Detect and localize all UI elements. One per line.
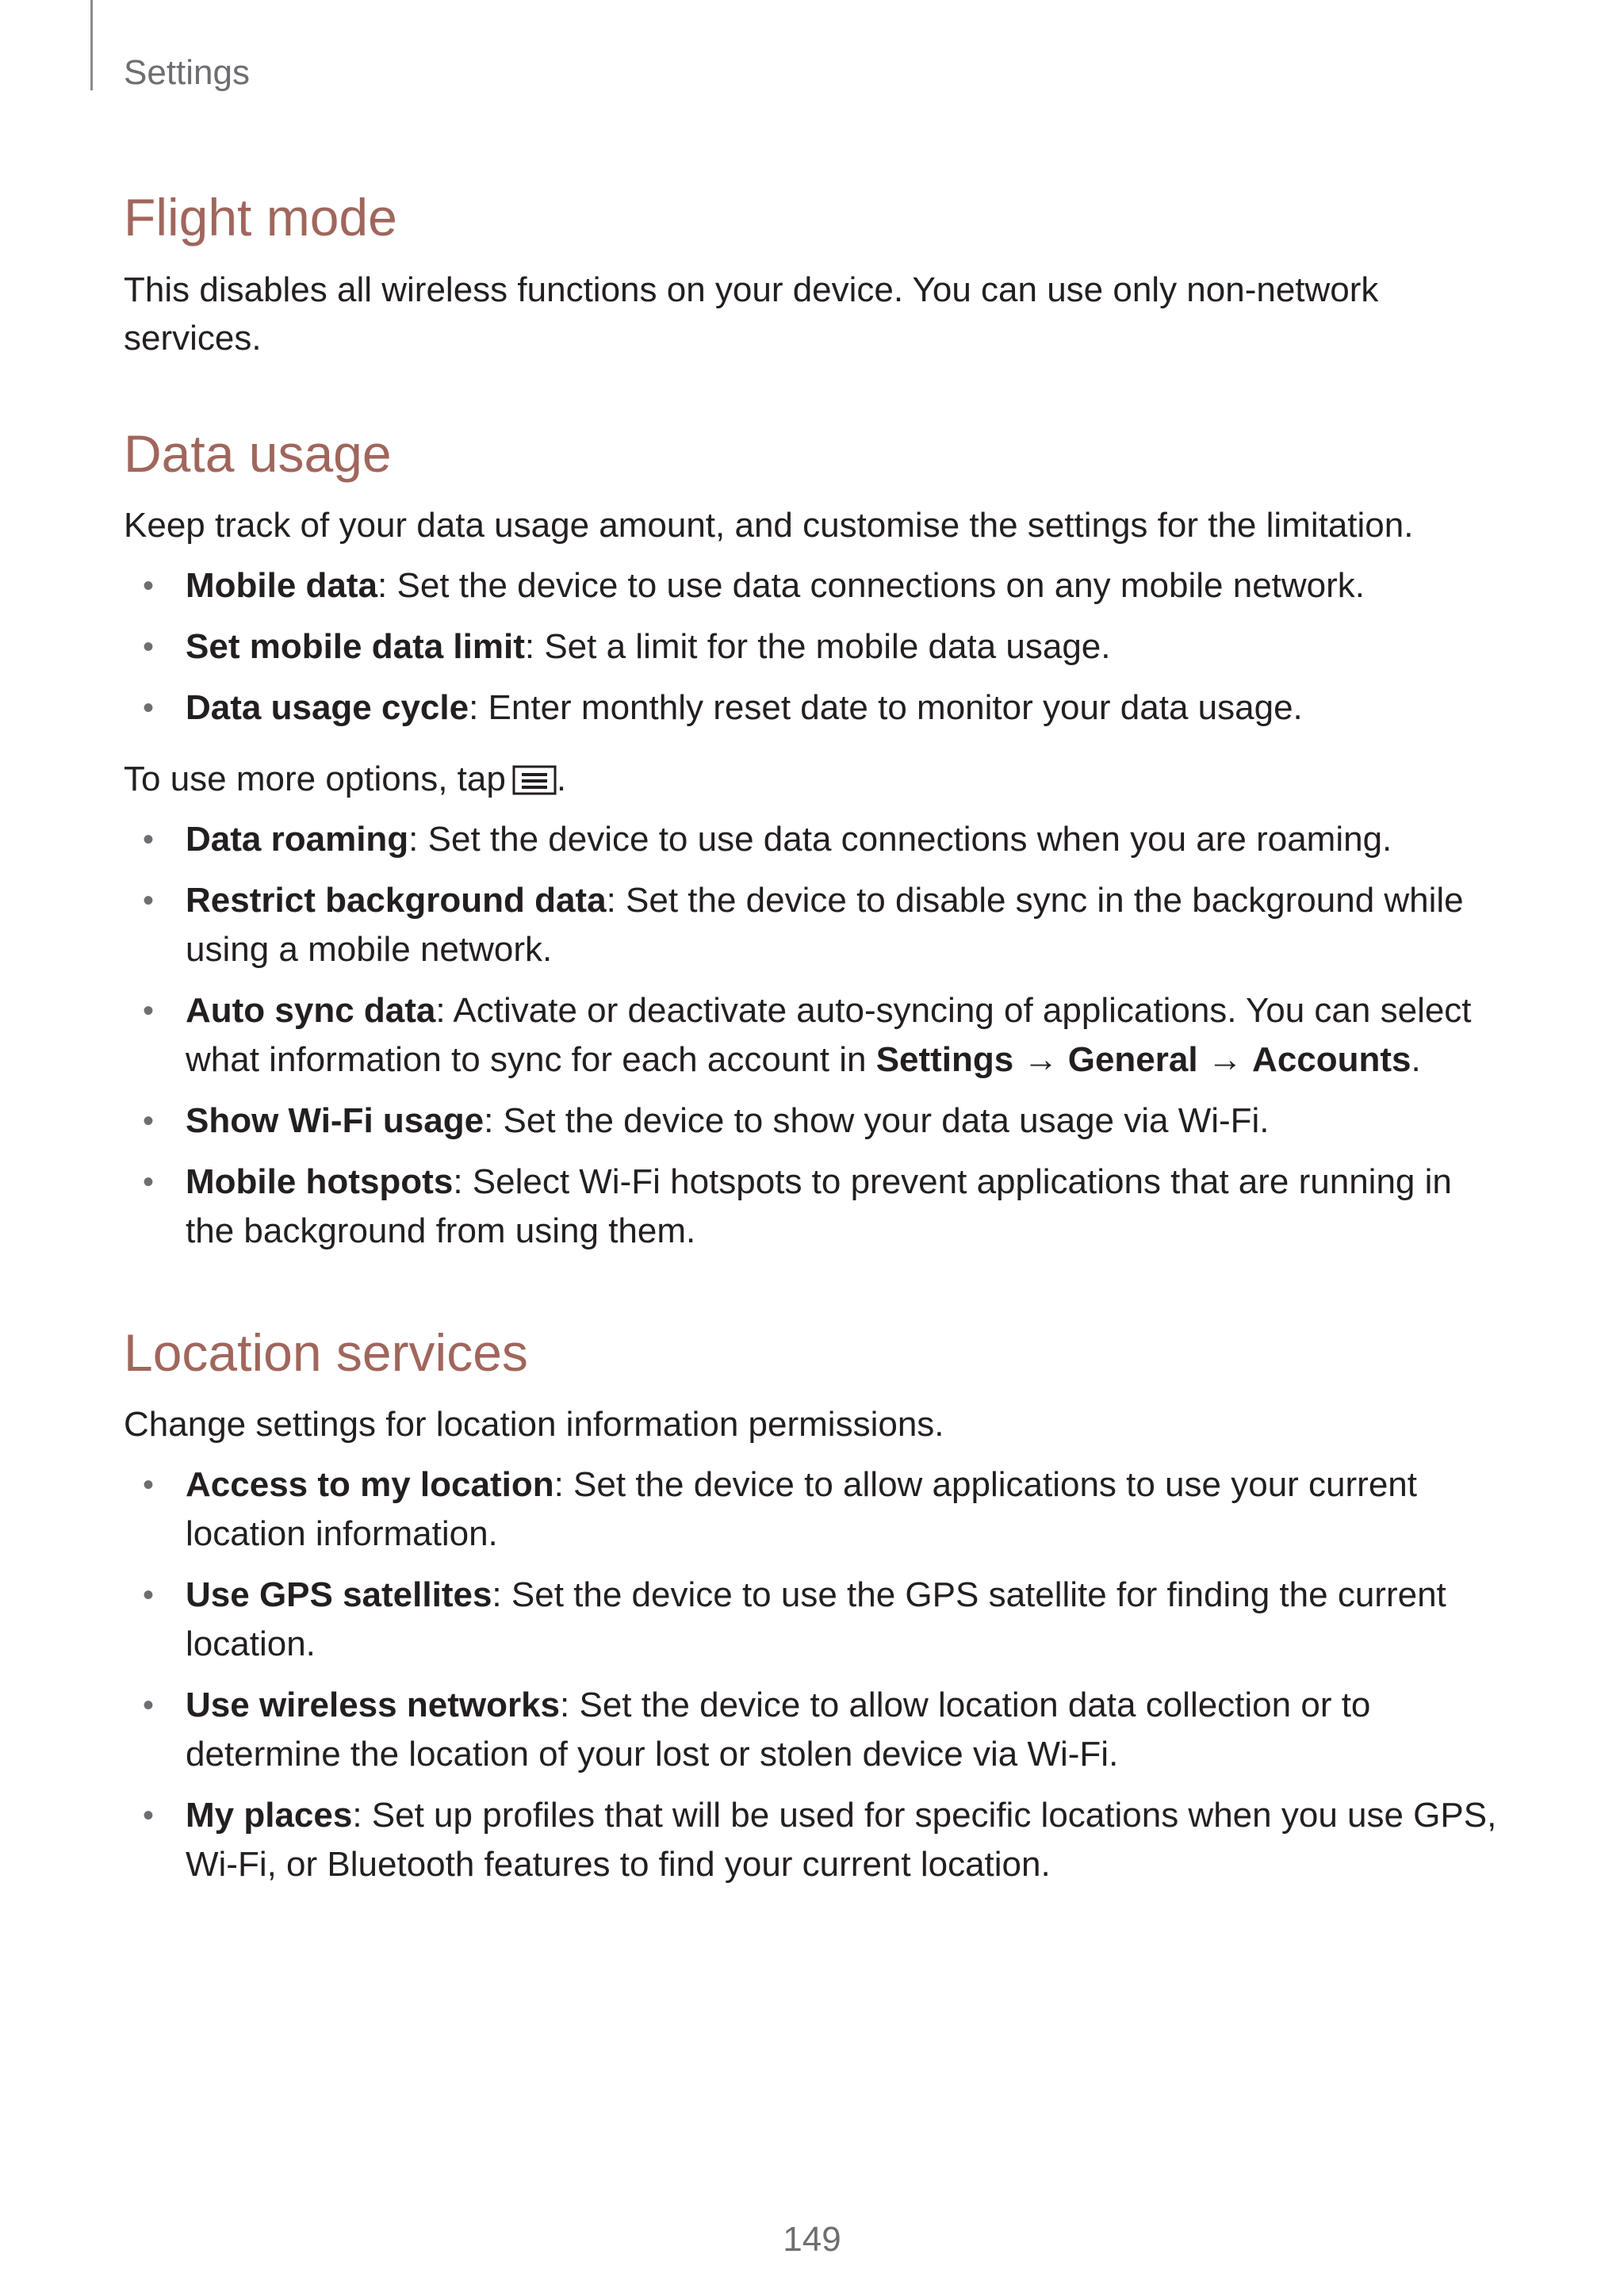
- path-accounts: Accounts: [1252, 1039, 1411, 1079]
- item-desc: : Set the device to allow location data collection or to determine the location of your lost or stolen device via Wi-Fi.: [186, 1685, 1371, 1774]
- list-item: [124, 1460, 1503, 1559]
- item-term: Mobile data: [186, 565, 378, 605]
- item-desc: : Set the device to disable sync in the background while using a mobile network.: [186, 880, 1464, 969]
- section-title-data-usage: Data usage: [124, 423, 392, 483]
- bullet-dot: •: [143, 1797, 155, 1833]
- more-options-end: .: [556, 759, 567, 798]
- more-options-text: To use more options, tap: [124, 759, 506, 798]
- data-usage-options-list: [124, 815, 1503, 1256]
- data-usage-intro: Keep track of your data usage amount, and customise the settings for the limitation.: [124, 506, 1414, 545]
- section-title-flight-mode: Flight mode: [124, 188, 397, 247]
- location-services-intro: Change settings for location information permissions.: [124, 1405, 944, 1445]
- list-item: [124, 815, 1503, 864]
- bullet-dot: •: [143, 1164, 155, 1200]
- item-desc: : Set a limit for the mobile data usage.: [524, 626, 1111, 666]
- item-desc: : Set the device to show your data usage via Wi-Fi.: [484, 1100, 1270, 1140]
- running-header: Settings: [124, 53, 250, 92]
- list-item: [124, 876, 1503, 974]
- item-desc: : Set the device to use data connections when you are roaming.: [408, 819, 1392, 859]
- item-term: My places: [186, 1795, 353, 1835]
- bullet-dot: •: [143, 1577, 155, 1613]
- item-term: Data usage cycle: [186, 687, 469, 727]
- bullet-dot: •: [143, 882, 155, 918]
- path-separator: →: [1013, 1039, 1068, 1079]
- bullet-dot: •: [143, 1467, 155, 1502]
- item-term: Auto sync data: [186, 990, 436, 1030]
- item-desc: : Enter monthly reset date to monitor your data usage.: [469, 687, 1303, 727]
- page-number: 149: [783, 2220, 841, 2259]
- section-title-location-services: Location services: [124, 1322, 528, 1382]
- path-separator: →: [1197, 1039, 1253, 1079]
- path-settings: Settings: [875, 1039, 1014, 1079]
- item-desc: : Set the device to allow applications to use your current location information.: [186, 1464, 1417, 1553]
- item-desc: : Set the device to use data connections on any mobile network.: [377, 565, 1365, 605]
- list-item: [124, 1096, 1503, 1146]
- data-usage-list: [124, 561, 1503, 733]
- list-item: [124, 1791, 1503, 1889]
- path-general: General: [1067, 1039, 1198, 1079]
- list-item: [124, 683, 1503, 733]
- list-item: [124, 561, 1503, 610]
- item-desc: : Activate or deactivate auto-syncing of applications. You can select what information to sync for each account in: [186, 990, 1472, 1079]
- item-desc: : Select Wi-Fi hotspots to prevent applications that are running in the background from using them.: [186, 1161, 1452, 1250]
- bullet-dot: •: [143, 568, 155, 603]
- item-term: Use GPS satellites: [186, 1575, 492, 1614]
- list-item: [124, 1681, 1503, 1779]
- item-term: Mobile hotspots: [186, 1161, 454, 1201]
- bullet-dot: •: [143, 1103, 155, 1138]
- bullet-dot: •: [143, 690, 155, 725]
- header-rule: [90, 0, 93, 90]
- list-item: [124, 986, 1503, 1085]
- bullet-dot: •: [143, 1687, 155, 1723]
- more-options-line: [124, 755, 1503, 804]
- item-term: Access to my location: [186, 1464, 554, 1504]
- item-term: Show Wi-Fi usage: [186, 1100, 485, 1140]
- item-desc: : Set up profiles that will be used for specific locations when you use GPS, Wi-Fi, or Bluetooth features to find your current location.: [186, 1795, 1497, 1884]
- item-term: Use wireless networks: [186, 1685, 561, 1724]
- item-term: Restrict background data: [186, 880, 607, 920]
- flight-mode-intro: This disables all wireless functions on your device. You can use only non-network services.: [124, 270, 1379, 358]
- bullet-dot: •: [143, 821, 155, 857]
- item-term: Data roaming: [186, 819, 409, 859]
- bullet-dot: •: [143, 629, 155, 664]
- page-content: [124, 189, 1503, 1901]
- item-desc: : Set the device to use the GPS satellite for finding the current location.: [186, 1575, 1446, 1663]
- list-item: [124, 1571, 1503, 1669]
- bullet-dot: •: [143, 993, 155, 1028]
- list-item: [124, 622, 1503, 672]
- item-term: Set mobile data limit: [186, 626, 525, 666]
- menu-icon: [512, 765, 557, 795]
- location-services-list: [124, 1460, 1503, 1889]
- item-end: .: [1411, 1039, 1421, 1079]
- list-item: [124, 1158, 1503, 1256]
